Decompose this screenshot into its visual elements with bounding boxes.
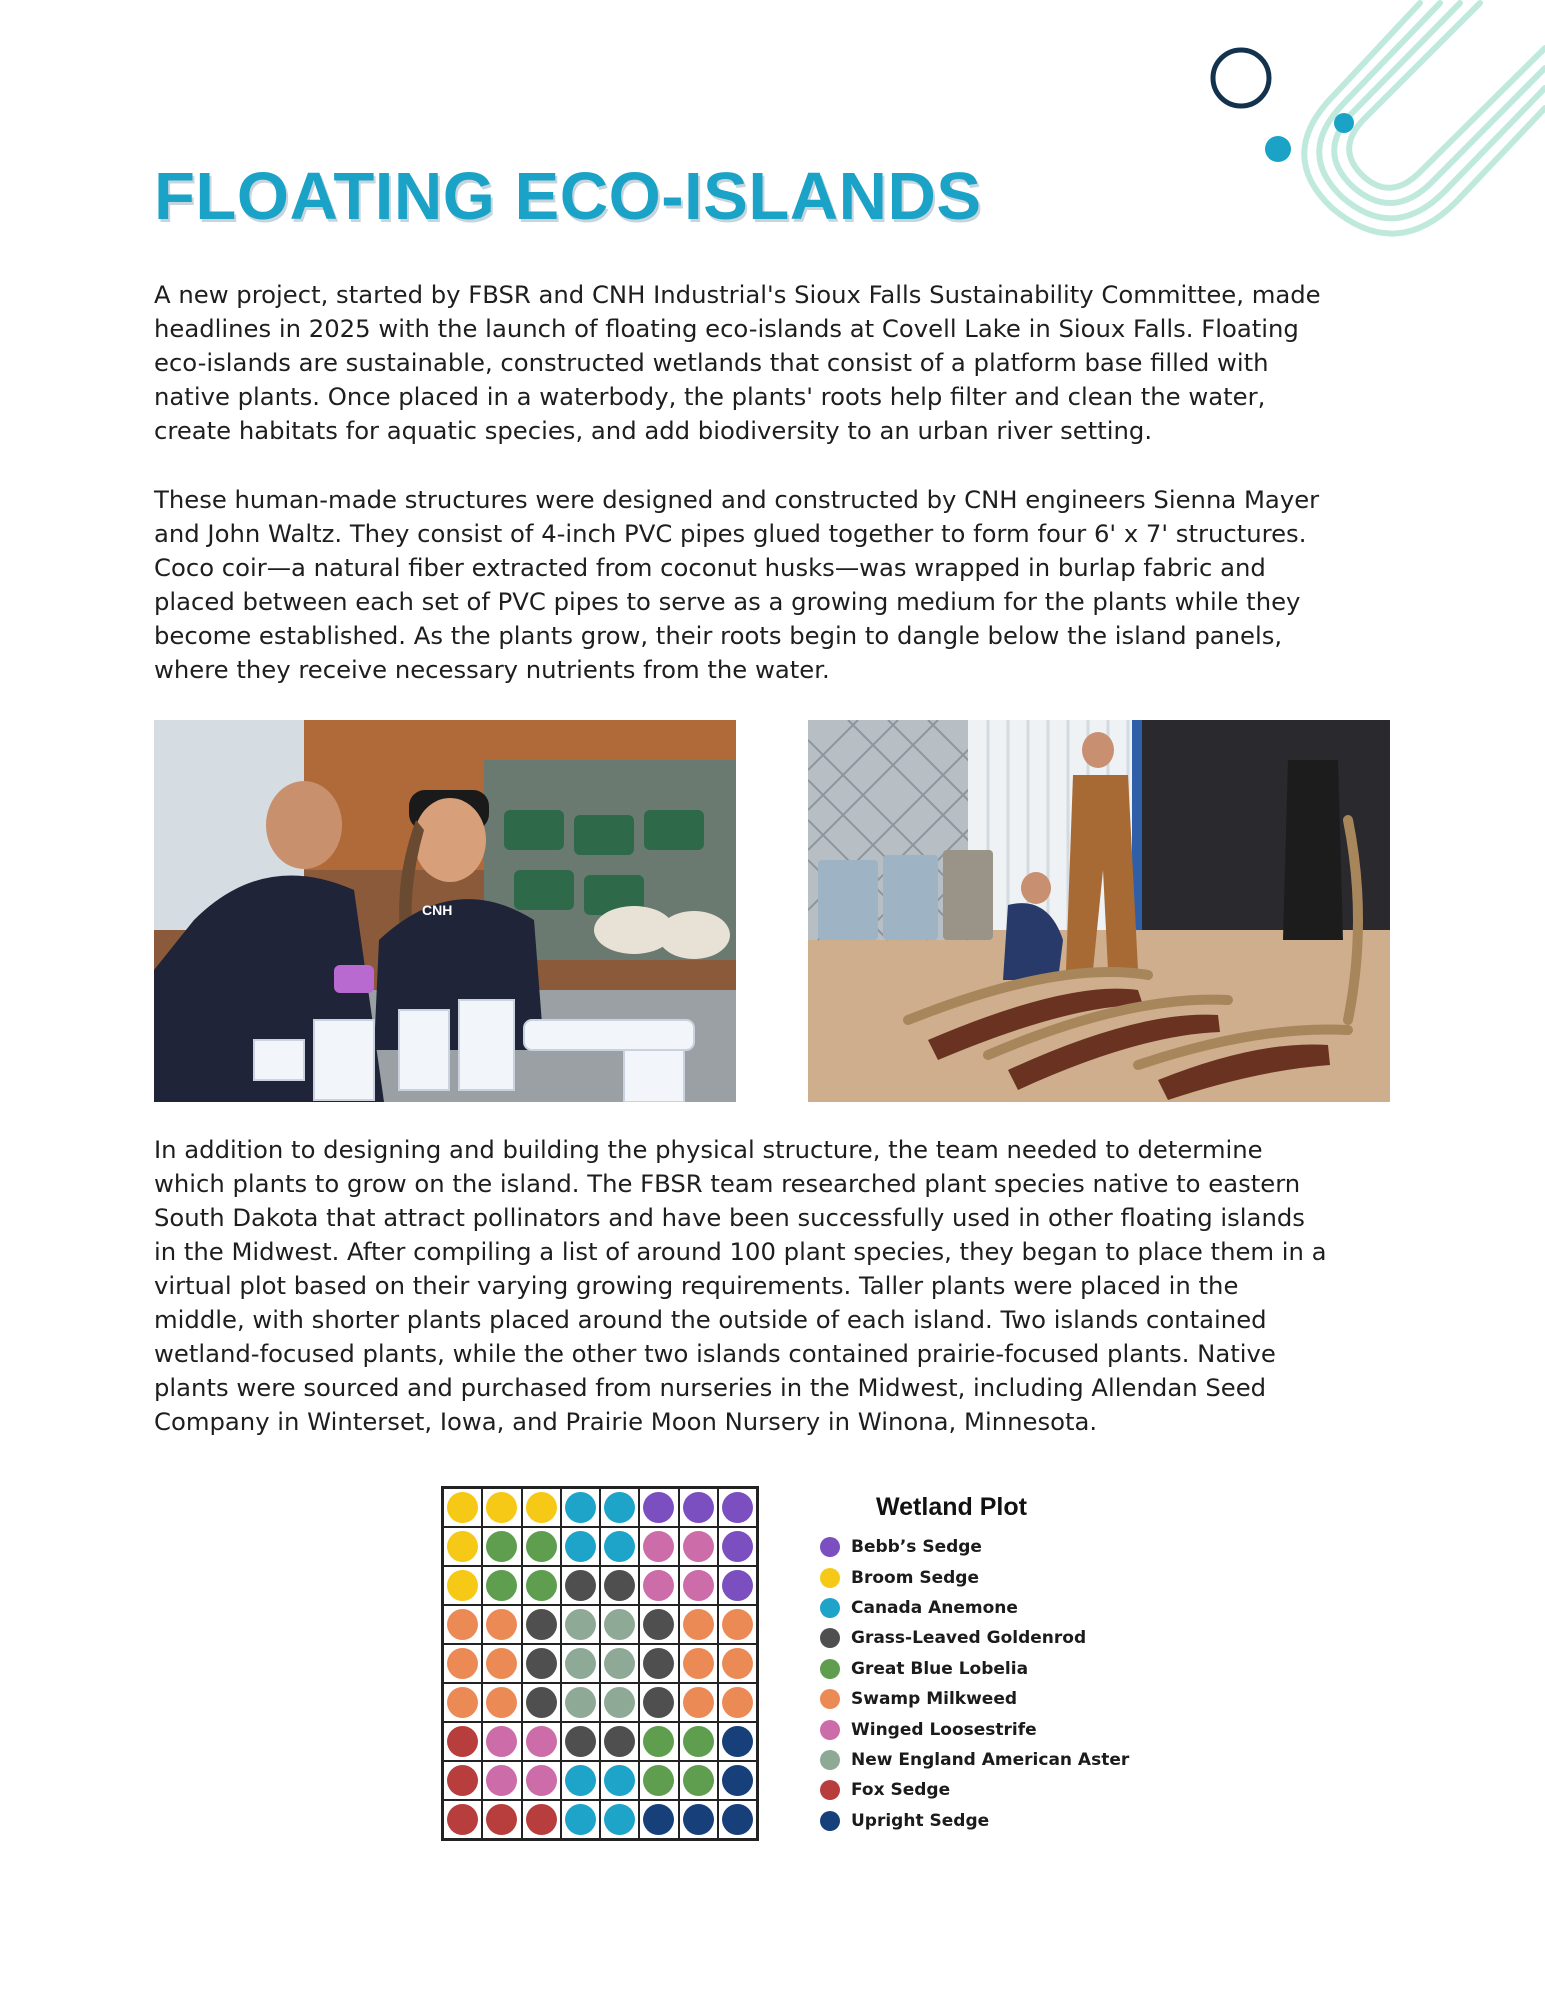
plot-cell xyxy=(600,1488,639,1527)
intro-paragraph xyxy=(154,278,1404,448)
text-line: plants were sourced and purchased from nurseries in the Midwest, including Allendan Seed xyxy=(154,1373,1267,1402)
teal-dot-small-decoration xyxy=(1334,113,1354,133)
plant-dot xyxy=(447,1609,478,1640)
plot-cell xyxy=(718,1488,757,1527)
text-line: middle, with shorter plants placed around the outside of each island. Two islands contained xyxy=(154,1305,1267,1334)
plant-dot xyxy=(643,1648,674,1679)
text-line: eco-islands are sustainable, constructed wetlands that consist of a platform base filled with xyxy=(154,348,1269,377)
plot-cell xyxy=(561,1761,600,1800)
plant-dot xyxy=(565,1726,596,1757)
plot-cell xyxy=(443,1644,482,1683)
text-line: South Dakota that attract pollinators and have been successfully used in other floating islands xyxy=(154,1203,1305,1232)
plot-cell xyxy=(561,1527,600,1566)
legend-swatch xyxy=(820,1628,840,1648)
text-line: in the Midwest. After compiling a list of around 100 plant species, they began to place them in a xyxy=(154,1237,1327,1266)
plant-dot xyxy=(486,1570,517,1601)
legend-swatch xyxy=(820,1811,840,1831)
teal-dot-large-decoration xyxy=(1265,136,1291,162)
shirt-logo-text: CNH xyxy=(422,902,453,918)
plot-cell xyxy=(679,1605,718,1644)
plant-dot xyxy=(486,1804,517,1835)
plant-dot xyxy=(565,1804,596,1835)
plant-dot xyxy=(526,1687,557,1718)
plot-cell xyxy=(522,1800,561,1839)
legend-swatch xyxy=(820,1568,840,1588)
plant-dot xyxy=(643,1531,674,1562)
plant-dot xyxy=(447,1648,478,1679)
plot-cell xyxy=(443,1683,482,1722)
legend-item xyxy=(820,1684,1180,1714)
plot-cell xyxy=(679,1683,718,1722)
plant-dot xyxy=(683,1492,714,1523)
plot-cell xyxy=(600,1527,639,1566)
plot-cell xyxy=(443,1488,482,1527)
legend-item xyxy=(820,1562,1180,1592)
plot-cell xyxy=(482,1644,521,1683)
plot-cell xyxy=(718,1527,757,1566)
plot-cell xyxy=(482,1488,521,1527)
text-line: which plants to grow on the island. The FBSR team researched plant species native to eastern xyxy=(154,1169,1301,1198)
plant-dot xyxy=(565,1570,596,1601)
plant-dot xyxy=(722,1726,753,1757)
plot-cell xyxy=(443,1761,482,1800)
plot-cell xyxy=(679,1644,718,1683)
plot-cell xyxy=(679,1566,718,1605)
plant-dot xyxy=(565,1687,596,1718)
plot-cell xyxy=(443,1566,482,1605)
legend-item xyxy=(820,1593,1180,1623)
plot-cell xyxy=(522,1605,561,1644)
plant-dot xyxy=(565,1531,596,1562)
plant-dot xyxy=(486,1609,517,1640)
plot-cell xyxy=(718,1722,757,1761)
plot-cell xyxy=(639,1761,678,1800)
plant-dot xyxy=(526,1726,557,1757)
plot-cell xyxy=(522,1488,561,1527)
legend-label: Winged Loosestrife xyxy=(851,1719,1037,1740)
plant-dot xyxy=(447,1531,478,1562)
plot-cell xyxy=(679,1527,718,1566)
plot-cell xyxy=(718,1761,757,1800)
coco-coir-photo xyxy=(808,720,1390,1102)
plot-cell xyxy=(522,1644,561,1683)
plot-cell xyxy=(482,1683,521,1722)
plant-dot xyxy=(604,1648,635,1679)
plot-cell xyxy=(522,1761,561,1800)
plant-dot xyxy=(486,1531,517,1562)
text-line: In addition to designing and building the physical structure, the team needed to determine xyxy=(154,1135,1263,1164)
construction-paragraph xyxy=(154,483,1404,687)
plot-cell xyxy=(482,1605,521,1644)
plant-dot xyxy=(486,1765,517,1796)
plot-cell xyxy=(600,1683,639,1722)
text-line: native plants. Once placed in a waterbody, the plants' roots help filter and clean the water, xyxy=(154,382,1266,411)
legend-item xyxy=(820,1532,1180,1562)
plant-dot xyxy=(643,1726,674,1757)
plant-dot xyxy=(526,1804,557,1835)
text-line: A new project, started by FBSR and CNH Industrial's Sioux Falls Sustainability Committee, made xyxy=(154,280,1321,309)
plant-dot xyxy=(722,1804,753,1835)
legend-swatch xyxy=(820,1659,840,1679)
legend-label: Bebb’s Sedge xyxy=(851,1537,982,1558)
legend-list xyxy=(820,1532,1180,1836)
plant-dot xyxy=(486,1492,517,1523)
plot-cell xyxy=(718,1644,757,1683)
navy-ring-decoration xyxy=(1213,50,1269,106)
text-line: placed between each set of PVC pipes to serve as a growing medium for the plants while they xyxy=(154,587,1301,616)
plant-dot xyxy=(683,1765,714,1796)
legend-label: Upright Sedge xyxy=(851,1810,990,1831)
legend-item xyxy=(820,1623,1180,1653)
page-title: FLOATING ECO-ISLANDS xyxy=(154,159,982,234)
legend-item xyxy=(820,1745,1180,1775)
legend-label: Swamp Milkweed xyxy=(851,1689,1018,1710)
plot-cell xyxy=(600,1761,639,1800)
legend-item xyxy=(820,1806,1180,1836)
text-line: headlines in 2025 with the launch of floating eco-islands at Covell Lake in Sioux Falls. Floating xyxy=(154,314,1299,343)
wetland-plot-legend xyxy=(820,1488,1180,1836)
legend-title: Wetland Plot xyxy=(876,1493,1027,1521)
plant-dot xyxy=(447,1687,478,1718)
plot-cell xyxy=(561,1605,600,1644)
plant-dot xyxy=(683,1804,714,1835)
plot-cell xyxy=(639,1488,678,1527)
plot-cell xyxy=(561,1566,600,1605)
text-line: Coco coir—a natural fiber extracted from coconut husks—was wrapped in burlap fabric and xyxy=(154,553,1266,582)
plot-cell xyxy=(561,1683,600,1722)
plot-cell xyxy=(600,1722,639,1761)
plant-dot xyxy=(565,1492,596,1523)
plot-cell xyxy=(443,1722,482,1761)
legend-item xyxy=(820,1775,1180,1805)
plot-cell xyxy=(639,1566,678,1605)
legend-swatch xyxy=(820,1720,840,1740)
plot-cell xyxy=(718,1605,757,1644)
plant-dot xyxy=(604,1609,635,1640)
legend-label: Broom Sedge xyxy=(851,1567,979,1588)
plot-cell xyxy=(482,1800,521,1839)
legend-swatch xyxy=(820,1537,840,1557)
plant-dot xyxy=(565,1609,596,1640)
plant-dot xyxy=(526,1531,557,1562)
plot-cell xyxy=(718,1800,757,1839)
plant-dot xyxy=(643,1609,674,1640)
plant-dot xyxy=(683,1570,714,1601)
legend-label: Great Blue Lobelia xyxy=(851,1658,1029,1679)
legend-label: Fox Sedge xyxy=(851,1780,951,1801)
legend-swatch xyxy=(820,1689,840,1709)
plot-cell xyxy=(482,1761,521,1800)
plot-cell xyxy=(679,1761,718,1800)
plot-cell xyxy=(482,1722,521,1761)
plant-dot xyxy=(722,1687,753,1718)
plant-dot xyxy=(486,1726,517,1757)
plot-cell xyxy=(639,1722,678,1761)
plant-dot xyxy=(643,1804,674,1835)
plot-cell xyxy=(679,1488,718,1527)
plot-cell xyxy=(639,1800,678,1839)
plant-dot xyxy=(604,1570,635,1601)
plant-dot xyxy=(683,1648,714,1679)
plant-dot xyxy=(526,1492,557,1523)
plot-cell xyxy=(600,1800,639,1839)
plant-dot xyxy=(683,1531,714,1562)
legend-label: Canada Anemone xyxy=(851,1597,1018,1618)
plot-cell xyxy=(639,1605,678,1644)
text-line: and John Waltz. They consist of 4-inch PVC pipes glued together to form four 6' x 7' structures. xyxy=(154,519,1307,548)
plot-cell xyxy=(522,1566,561,1605)
plant-dot xyxy=(722,1609,753,1640)
plant-dot xyxy=(643,1492,674,1523)
plant-dot xyxy=(565,1765,596,1796)
workshop-photo xyxy=(154,720,736,1102)
plant-dot xyxy=(722,1492,753,1523)
text-line: create habitats for aquatic species, and add biodiversity to an urban river setting. xyxy=(154,416,1153,445)
text-line: These human-made structures were designed and constructed by CNH engineers Sienna Mayer xyxy=(154,485,1320,514)
plant-dot xyxy=(604,1531,635,1562)
text-line: become established. As the plants grow, their roots begin to dangle below the island panels, xyxy=(154,621,1283,650)
plant-dot xyxy=(643,1765,674,1796)
plot-cell xyxy=(679,1800,718,1839)
plant-dot xyxy=(722,1531,753,1562)
plant-dot xyxy=(604,1492,635,1523)
plant-dot xyxy=(486,1648,517,1679)
plot-grid-cells xyxy=(441,1486,759,1841)
plant-dot xyxy=(447,1804,478,1835)
plant-dot xyxy=(447,1765,478,1796)
plant-dot xyxy=(447,1492,478,1523)
text-line: Company in Winterset, Iowa, and Prairie Moon Nursery in Winona, Minnesota. xyxy=(154,1407,1098,1436)
plant-dot xyxy=(526,1609,557,1640)
legend-item xyxy=(820,1714,1180,1744)
plant-dot xyxy=(722,1648,753,1679)
plot-cell xyxy=(600,1605,639,1644)
plant-dot xyxy=(604,1765,635,1796)
legend-swatch xyxy=(820,1780,840,1800)
plant-dot xyxy=(643,1687,674,1718)
plant-dot xyxy=(447,1570,478,1601)
plants-paragraph xyxy=(154,1133,1404,1439)
plant-dot xyxy=(604,1726,635,1757)
text-line: virtual plot based on their varying growing requirements. Taller plants were placed in the xyxy=(154,1271,1239,1300)
plant-dot xyxy=(604,1804,635,1835)
plot-cell xyxy=(639,1527,678,1566)
legend-swatch xyxy=(820,1598,840,1618)
plant-dot xyxy=(683,1726,714,1757)
plant-dot xyxy=(526,1648,557,1679)
plot-cell xyxy=(561,1722,600,1761)
plot-cell xyxy=(718,1566,757,1605)
plant-dot xyxy=(722,1570,753,1601)
plot-cell xyxy=(679,1722,718,1761)
plant-dot xyxy=(526,1765,557,1796)
plant-dot xyxy=(683,1609,714,1640)
legend-swatch xyxy=(820,1750,840,1770)
plot-cell xyxy=(522,1722,561,1761)
plant-dot xyxy=(722,1765,753,1796)
plot-cell xyxy=(443,1527,482,1566)
plant-dot xyxy=(683,1687,714,1718)
plot-cell xyxy=(639,1644,678,1683)
plant-dot xyxy=(604,1687,635,1718)
plot-cell xyxy=(522,1683,561,1722)
plot-cell xyxy=(482,1566,521,1605)
text-line: wetland-focused plants, while the other two islands contained prairie-focused plants. Native xyxy=(154,1339,1276,1368)
plant-dot xyxy=(565,1648,596,1679)
plant-dot xyxy=(447,1726,478,1757)
legend-item xyxy=(820,1654,1180,1684)
text-line: where they receive necessary nutrients from the water. xyxy=(154,655,830,684)
plot-cell xyxy=(561,1488,600,1527)
plot-cell xyxy=(561,1644,600,1683)
plot-cell xyxy=(522,1527,561,1566)
plant-dot xyxy=(643,1570,674,1601)
wetland-plot-grid xyxy=(441,1486,759,1841)
plot-cell xyxy=(561,1800,600,1839)
plot-cell xyxy=(482,1527,521,1566)
plot-cell xyxy=(443,1800,482,1839)
plot-cell xyxy=(718,1683,757,1722)
legend-label: New England American Aster xyxy=(851,1749,1130,1770)
plot-cell xyxy=(600,1644,639,1683)
plot-cell xyxy=(600,1566,639,1605)
plot-cell xyxy=(639,1683,678,1722)
plot-cell xyxy=(443,1605,482,1644)
legend-label: Grass-Leaved Goldenrod xyxy=(851,1628,1087,1649)
plant-dot xyxy=(526,1570,557,1601)
plant-dot xyxy=(486,1687,517,1718)
